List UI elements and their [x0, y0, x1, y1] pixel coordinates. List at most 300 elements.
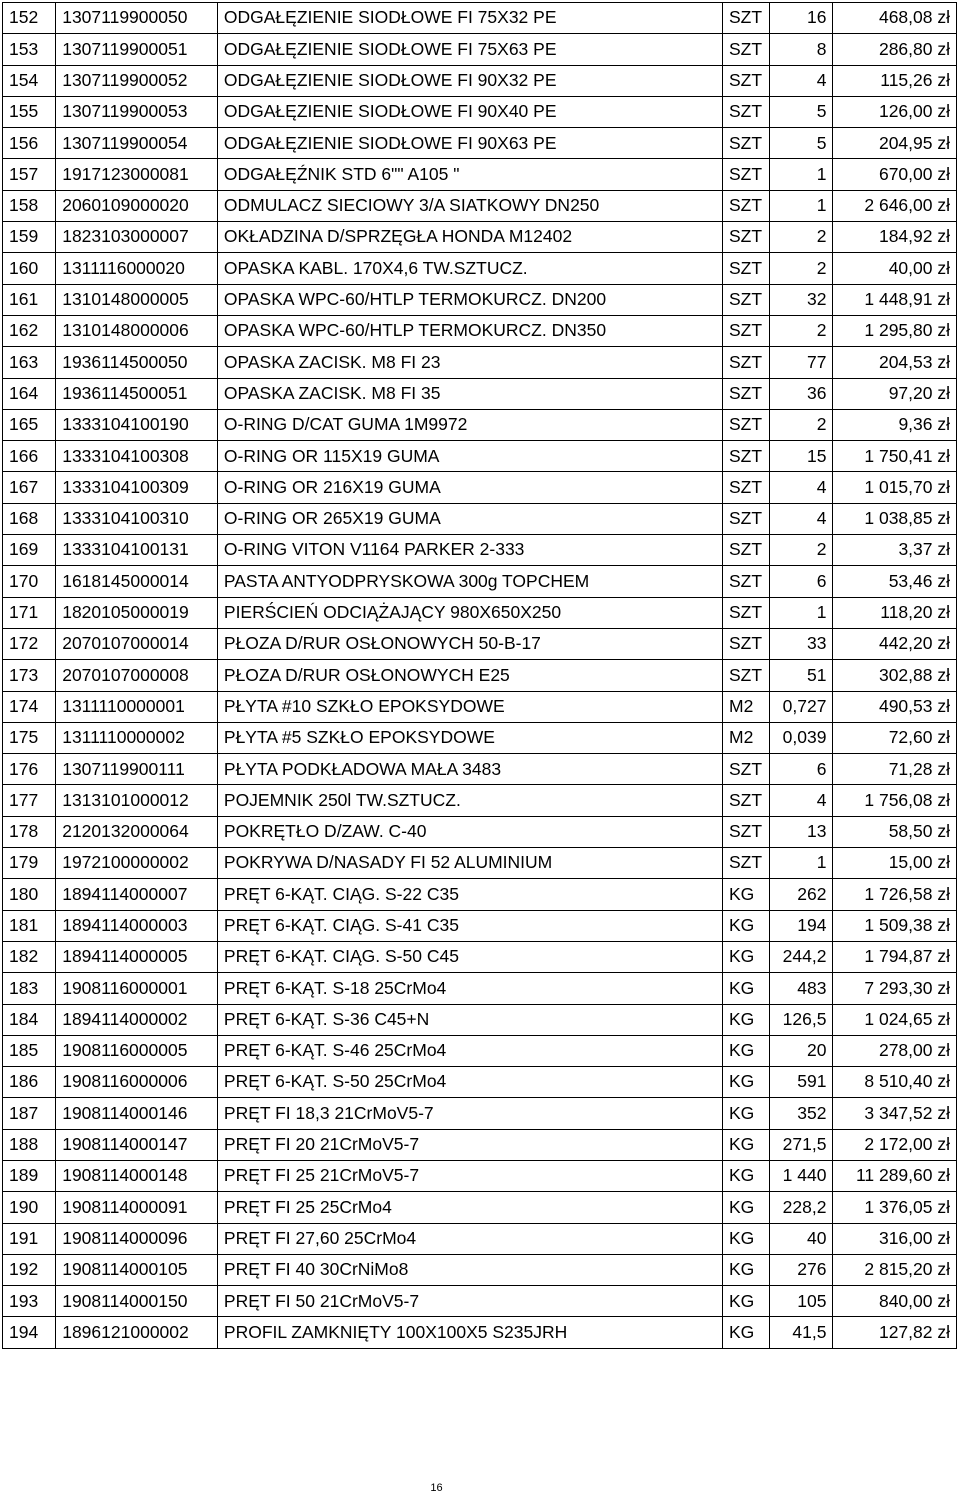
unit-cell: SZT [723, 190, 770, 221]
row-number-cell: 163 [3, 347, 56, 378]
item-name-cell: PRĘT 6-KĄT. S-46 25CrMo4 [217, 1035, 722, 1066]
row-number-cell: 172 [3, 628, 56, 659]
item-name-cell: PRĘT 6-KĄT. CIĄG. S-41 C35 [217, 910, 722, 941]
item-index-cell: 1307119900054 [56, 128, 218, 159]
item-index-cell: 1908114000146 [56, 1098, 218, 1129]
table-row [3, 128, 957, 159]
value-cell: 1 794,87 zł [833, 941, 957, 972]
quantity-cell: 0,727 [770, 691, 833, 722]
quantity-cell: 13 [770, 816, 833, 847]
item-index-cell: 1311110000001 [56, 691, 218, 722]
item-index-cell: 1307119900050 [56, 3, 218, 34]
item-index-cell: 1908114000150 [56, 1286, 218, 1317]
quantity-cell: 4 [770, 785, 833, 816]
item-index-cell: 1311110000002 [56, 722, 218, 753]
table-row [3, 378, 957, 409]
unit-cell: KG [723, 910, 770, 941]
table-row [3, 535, 957, 566]
value-cell: 468,08 zł [833, 3, 957, 34]
unit-cell: SZT [723, 785, 770, 816]
table-row [3, 722, 957, 753]
value-cell: 2 815,20 zł [833, 1254, 957, 1285]
quantity-cell: 40 [770, 1223, 833, 1254]
value-cell: 115,26 zł [833, 65, 957, 96]
value-cell: 1 509,38 zł [833, 910, 957, 941]
value-cell: 2 172,00 zł [833, 1129, 957, 1160]
unit-cell: SZT [723, 128, 770, 159]
row-number-cell: 169 [3, 535, 56, 566]
table-row [3, 816, 957, 847]
item-index-cell: 1894114000005 [56, 941, 218, 972]
item-name-cell: PRĘT FI 25 21CrMoV5-7 [217, 1160, 722, 1191]
item-name-cell: ODMULACZ SIECIOWY 3/A SIATKOWY DN250 [217, 190, 722, 221]
item-name-cell: PŁYTA PODKŁADOWA MAŁA 3483 [217, 754, 722, 785]
item-name-cell: ODGAŁĘZIENIE SIODŁOWE FI 75X32 PE [217, 3, 722, 34]
item-index-cell: 2060109000020 [56, 190, 218, 221]
item-index-cell: 1333104100309 [56, 472, 218, 503]
unit-cell: KG [723, 1004, 770, 1035]
row-number-cell: 187 [3, 1098, 56, 1129]
row-number-cell: 171 [3, 597, 56, 628]
table-row [3, 691, 957, 722]
unit-cell: SZT [723, 65, 770, 96]
quantity-cell: 352 [770, 1098, 833, 1129]
item-name-cell: ODGAŁĘŹNIK STD 6"" A105 " [217, 159, 722, 190]
unit-cell: SZT [723, 409, 770, 440]
unit-cell: SZT [723, 566, 770, 597]
table-row [3, 253, 957, 284]
quantity-cell: 1 [770, 848, 833, 879]
row-number-cell: 183 [3, 973, 56, 1004]
table-row [3, 848, 957, 879]
item-name-cell: OKŁADZINA D/SPRZĘGŁA HONDA M12402 [217, 222, 722, 253]
table-row [3, 660, 957, 691]
item-name-cell: ODGAŁĘZIENIE SIODŁOWE FI 90X40 PE [217, 96, 722, 127]
value-cell: 442,20 zł [833, 628, 957, 659]
item-name-cell: PRĘT 6-KĄT. S-36 C45+N [217, 1004, 722, 1035]
value-cell: 670,00 zł [833, 159, 957, 190]
item-name-cell: ODGAŁĘZIENIE SIODŁOWE FI 90X63 PE [217, 128, 722, 159]
row-number-cell: 188 [3, 1129, 56, 1160]
row-number-cell: 154 [3, 65, 56, 96]
value-cell: 1 295,80 zł [833, 315, 957, 346]
quantity-cell: 483 [770, 973, 833, 1004]
unit-cell: SZT [723, 535, 770, 566]
row-number-cell: 164 [3, 378, 56, 409]
table-row [3, 1192, 957, 1223]
item-name-cell: ODGAŁĘZIENIE SIODŁOWE FI 75X63 PE [217, 34, 722, 65]
inventory-table [2, 2, 957, 1349]
table-row [3, 96, 957, 127]
quantity-cell: 15 [770, 441, 833, 472]
quantity-cell: 1 [770, 597, 833, 628]
inventory-table-wrapper [2, 2, 957, 1349]
unit-cell: KG [723, 1192, 770, 1223]
quantity-cell: 41,5 [770, 1317, 833, 1348]
value-cell: 316,00 zł [833, 1223, 957, 1254]
item-index-cell: 2070107000014 [56, 628, 218, 659]
table-row [3, 1098, 957, 1129]
value-cell: 1 448,91 zł [833, 284, 957, 315]
item-name-cell: OPASKA ZACISK. M8 FI 23 [217, 347, 722, 378]
table-row [3, 503, 957, 534]
table-row [3, 597, 957, 628]
item-index-cell: 1936114500051 [56, 378, 218, 409]
quantity-cell: 126,5 [770, 1004, 833, 1035]
unit-cell: KG [723, 1035, 770, 1066]
quantity-cell: 1 [770, 159, 833, 190]
value-cell: 840,00 zł [833, 1286, 957, 1317]
inventory-table-body [3, 3, 957, 1349]
row-number-cell: 173 [3, 660, 56, 691]
row-number-cell: 177 [3, 785, 56, 816]
table-row [3, 315, 957, 346]
item-name-cell: OPASKA WPC-60/HTLP TERMOKURCZ. DN350 [217, 315, 722, 346]
unit-cell: SZT [723, 159, 770, 190]
row-number-cell: 160 [3, 253, 56, 284]
unit-cell: SZT [723, 597, 770, 628]
row-number-cell: 175 [3, 722, 56, 753]
item-name-cell: O-RING VITON V1164 PARKER 2-333 [217, 535, 722, 566]
value-cell: 71,28 zł [833, 754, 957, 785]
row-number-cell: 192 [3, 1254, 56, 1285]
table-row [3, 472, 957, 503]
unit-cell: SZT [723, 284, 770, 315]
row-number-cell: 181 [3, 910, 56, 941]
value-cell: 204,95 zł [833, 128, 957, 159]
quantity-cell: 5 [770, 128, 833, 159]
unit-cell: SZT [723, 816, 770, 847]
table-row [3, 910, 957, 941]
table-row [3, 1004, 957, 1035]
value-cell: 286,80 zł [833, 34, 957, 65]
quantity-cell: 591 [770, 1067, 833, 1098]
unit-cell: SZT [723, 378, 770, 409]
quantity-cell: 6 [770, 754, 833, 785]
table-row [3, 1254, 957, 1285]
unit-cell: M2 [723, 722, 770, 753]
value-cell: 126,00 zł [833, 96, 957, 127]
item-index-cell: 1307119900111 [56, 754, 218, 785]
row-number-cell: 152 [3, 3, 56, 34]
item-name-cell: POJEMNIK 250l TW.SZTUCZ. [217, 785, 722, 816]
row-number-cell: 168 [3, 503, 56, 534]
item-index-cell: 1972100000002 [56, 848, 218, 879]
row-number-cell: 167 [3, 472, 56, 503]
quantity-cell: 271,5 [770, 1129, 833, 1160]
item-name-cell: O-RING D/CAT GUMA 1M9972 [217, 409, 722, 440]
item-index-cell: 1823103000007 [56, 222, 218, 253]
unit-cell: KG [723, 1129, 770, 1160]
row-number-cell: 179 [3, 848, 56, 879]
unit-cell: SZT [723, 222, 770, 253]
table-row [3, 347, 957, 378]
value-cell: 53,46 zł [833, 566, 957, 597]
item-index-cell: 1896121000002 [56, 1317, 218, 1348]
value-cell: 1 726,58 zł [833, 879, 957, 910]
value-cell: 7 293,30 zł [833, 973, 957, 1004]
quantity-cell: 4 [770, 65, 833, 96]
row-number-cell: 178 [3, 816, 56, 847]
row-number-cell: 174 [3, 691, 56, 722]
unit-cell: SZT [723, 315, 770, 346]
row-number-cell: 191 [3, 1223, 56, 1254]
item-name-cell: O-RING OR 216X19 GUMA [217, 472, 722, 503]
item-name-cell: PRĘT 6-KĄT. S-18 25CrMo4 [217, 973, 722, 1004]
item-index-cell: 1894114000002 [56, 1004, 218, 1035]
unit-cell: KG [723, 879, 770, 910]
unit-cell: KG [723, 1067, 770, 1098]
unit-cell: SZT [723, 34, 770, 65]
row-number-cell: 170 [3, 566, 56, 597]
table-row [3, 159, 957, 190]
unit-cell: SZT [723, 3, 770, 34]
row-number-cell: 161 [3, 284, 56, 315]
item-index-cell: 1908114000096 [56, 1223, 218, 1254]
unit-cell: SZT [723, 253, 770, 284]
item-name-cell: PIERŚCIEŃ ODCIĄŻAJĄCY 980X650X250 [217, 597, 722, 628]
item-name-cell: O-RING OR 265X19 GUMA [217, 503, 722, 534]
value-cell: 8 510,40 zł [833, 1067, 957, 1098]
quantity-cell: 244,2 [770, 941, 833, 972]
table-row [3, 284, 957, 315]
row-number-cell: 156 [3, 128, 56, 159]
quantity-cell: 5 [770, 96, 833, 127]
row-number-cell: 186 [3, 1067, 56, 1098]
value-cell: 1 756,08 zł [833, 785, 957, 816]
value-cell: 3 347,52 zł [833, 1098, 957, 1129]
unit-cell: KG [723, 1098, 770, 1129]
item-index-cell: 1908116000005 [56, 1035, 218, 1066]
item-name-cell: OPASKA KABL. 170X4,6 TW.SZTUCZ. [217, 253, 722, 284]
value-cell: 3,37 zł [833, 535, 957, 566]
item-index-cell: 1333104100308 [56, 441, 218, 472]
table-row [3, 190, 957, 221]
item-name-cell: PŁOZA D/RUR OSŁONOWYCH 50-B-17 [217, 628, 722, 659]
unit-cell: SZT [723, 441, 770, 472]
unit-cell: KG [723, 1254, 770, 1285]
quantity-cell: 51 [770, 660, 833, 691]
unit-cell: SZT [723, 96, 770, 127]
unit-cell: KG [723, 1317, 770, 1348]
item-name-cell: PRĘT FI 20 21CrMoV5-7 [217, 1129, 722, 1160]
item-name-cell: ODGAŁĘZIENIE SIODŁOWE FI 90X32 PE [217, 65, 722, 96]
table-row [3, 222, 957, 253]
quantity-cell: 77 [770, 347, 833, 378]
row-number-cell: 159 [3, 222, 56, 253]
table-row [3, 409, 957, 440]
value-cell: 127,82 zł [833, 1317, 957, 1348]
item-index-cell: 1313101000012 [56, 785, 218, 816]
item-name-cell: PRĘT FI 40 30CrNiMo8 [217, 1254, 722, 1285]
table-row [3, 1035, 957, 1066]
value-cell: 58,50 zł [833, 816, 957, 847]
row-number-cell: 157 [3, 159, 56, 190]
quantity-cell: 6 [770, 566, 833, 597]
table-row [3, 441, 957, 472]
item-name-cell: OPASKA WPC-60/HTLP TERMOKURCZ. DN200 [217, 284, 722, 315]
row-number-cell: 180 [3, 879, 56, 910]
table-row [3, 879, 957, 910]
value-cell: 1 024,65 zł [833, 1004, 957, 1035]
unit-cell: M2 [723, 691, 770, 722]
item-index-cell: 1908116000006 [56, 1067, 218, 1098]
quantity-cell: 16 [770, 3, 833, 34]
item-name-cell: PRĘT FI 50 21CrMoV5-7 [217, 1286, 722, 1317]
table-row [3, 941, 957, 972]
row-number-cell: 162 [3, 315, 56, 346]
item-index-cell: 2120132000064 [56, 816, 218, 847]
row-number-cell: 176 [3, 754, 56, 785]
row-number-cell: 184 [3, 1004, 56, 1035]
table-row [3, 785, 957, 816]
row-number-cell: 194 [3, 1317, 56, 1348]
value-cell: 97,20 zł [833, 378, 957, 409]
item-name-cell: POKRĘTŁO D/ZAW. C-40 [217, 816, 722, 847]
unit-cell: SZT [723, 628, 770, 659]
unit-cell: SZT [723, 503, 770, 534]
quantity-cell: 2 [770, 535, 833, 566]
unit-cell: SZT [723, 848, 770, 879]
item-index-cell: 1310148000005 [56, 284, 218, 315]
row-number-cell: 158 [3, 190, 56, 221]
row-number-cell: 193 [3, 1286, 56, 1317]
item-name-cell: OPASKA ZACISK. M8 FI 35 [217, 378, 722, 409]
quantity-cell: 2 [770, 253, 833, 284]
table-row [3, 566, 957, 597]
item-index-cell: 1307119900051 [56, 34, 218, 65]
item-name-cell: PŁYTA #5 SZKŁO EPOKSYDOWE [217, 722, 722, 753]
table-row [3, 1129, 957, 1160]
quantity-cell: 33 [770, 628, 833, 659]
table-row [3, 65, 957, 96]
table-row [3, 973, 957, 1004]
row-number-cell: 185 [3, 1035, 56, 1066]
table-row [3, 1067, 957, 1098]
value-cell: 11 289,60 zł [833, 1160, 957, 1191]
quantity-cell: 262 [770, 879, 833, 910]
quantity-cell: 8 [770, 34, 833, 65]
item-name-cell: O-RING OR 115X19 GUMA [217, 441, 722, 472]
unit-cell: SZT [723, 472, 770, 503]
item-index-cell: 1936114500050 [56, 347, 218, 378]
quantity-cell: 20 [770, 1035, 833, 1066]
table-row [3, 3, 957, 34]
value-cell: 1 038,85 zł [833, 503, 957, 534]
quantity-cell: 36 [770, 378, 833, 409]
unit-cell: KG [723, 973, 770, 1004]
unit-cell: KG [723, 941, 770, 972]
table-row [3, 1317, 957, 1348]
item-index-cell: 1908114000091 [56, 1192, 218, 1223]
item-name-cell: PASTA ANTYODPRYSKOWA 300g TOPCHEM [217, 566, 722, 597]
item-index-cell: 1618145000014 [56, 566, 218, 597]
value-cell: 302,88 zł [833, 660, 957, 691]
item-index-cell: 1908114000148 [56, 1160, 218, 1191]
item-name-cell: PRĘT FI 18,3 21CrMoV5-7 [217, 1098, 722, 1129]
item-index-cell: 1917123000081 [56, 159, 218, 190]
unit-cell: KG [723, 1160, 770, 1191]
table-row [3, 1286, 957, 1317]
quantity-cell: 0,039 [770, 722, 833, 753]
quantity-cell: 1 [770, 190, 833, 221]
table-row [3, 628, 957, 659]
item-index-cell: 1307119900052 [56, 65, 218, 96]
row-number-cell: 182 [3, 941, 56, 972]
item-name-cell: POKRYWA D/NASADY FI 52 ALUMINIUM [217, 848, 722, 879]
row-number-cell: 153 [3, 34, 56, 65]
row-number-cell: 166 [3, 441, 56, 472]
quantity-cell: 32 [770, 284, 833, 315]
item-name-cell: PRĘT FI 25 25CrMo4 [217, 1192, 722, 1223]
value-cell: 9,36 zł [833, 409, 957, 440]
quantity-cell: 2 [770, 409, 833, 440]
quantity-cell: 194 [770, 910, 833, 941]
row-number-cell: 165 [3, 409, 56, 440]
value-cell: 278,00 zł [833, 1035, 957, 1066]
value-cell: 490,53 zł [833, 691, 957, 722]
page-number: 16 [430, 1482, 443, 1494]
item-name-cell: PŁOZA D/RUR OSŁONOWYCH E25 [217, 660, 722, 691]
value-cell: 184,92 zł [833, 222, 957, 253]
item-index-cell: 2070107000008 [56, 660, 218, 691]
value-cell: 1 015,70 zł [833, 472, 957, 503]
unit-cell: SZT [723, 754, 770, 785]
item-index-cell: 1333104100190 [56, 409, 218, 440]
unit-cell: KG [723, 1223, 770, 1254]
unit-cell: KG [723, 1286, 770, 1317]
quantity-cell: 2 [770, 222, 833, 253]
quantity-cell: 105 [770, 1286, 833, 1317]
item-name-cell: PŁYTA #10 SZKŁO EPOKSYDOWE [217, 691, 722, 722]
value-cell: 118,20 zł [833, 597, 957, 628]
quantity-cell: 1 440 [770, 1160, 833, 1191]
value-cell: 15,00 zł [833, 848, 957, 879]
quantity-cell: 228,2 [770, 1192, 833, 1223]
value-cell: 40,00 zł [833, 253, 957, 284]
quantity-cell: 4 [770, 472, 833, 503]
item-index-cell: 1820105000019 [56, 597, 218, 628]
item-name-cell: PRĘT FI 27,60 25CrMo4 [217, 1223, 722, 1254]
item-index-cell: 1908114000147 [56, 1129, 218, 1160]
item-name-cell: PROFIL ZAMKNIĘTY 100X100X5 S235JRH [217, 1317, 722, 1348]
table-row [3, 1160, 957, 1191]
item-name-cell: PRĘT 6-KĄT. S-50 25CrMo4 [217, 1067, 722, 1098]
quantity-cell: 4 [770, 503, 833, 534]
item-index-cell: 1894114000007 [56, 879, 218, 910]
table-row [3, 34, 957, 65]
item-index-cell: 1894114000003 [56, 910, 218, 941]
unit-cell: SZT [723, 660, 770, 691]
value-cell: 1 750,41 zł [833, 441, 957, 472]
quantity-cell: 276 [770, 1254, 833, 1285]
item-index-cell: 1311116000020 [56, 253, 218, 284]
item-index-cell: 1310148000006 [56, 315, 218, 346]
value-cell: 204,53 zł [833, 347, 957, 378]
unit-cell: SZT [723, 347, 770, 378]
quantity-cell: 2 [770, 315, 833, 346]
row-number-cell: 190 [3, 1192, 56, 1223]
item-index-cell: 1908116000001 [56, 973, 218, 1004]
item-index-cell: 1333104100310 [56, 503, 218, 534]
item-index-cell: 1333104100131 [56, 535, 218, 566]
table-row [3, 754, 957, 785]
item-index-cell: 1307119900053 [56, 96, 218, 127]
item-index-cell: 1908114000105 [56, 1254, 218, 1285]
row-number-cell: 189 [3, 1160, 56, 1191]
row-number-cell: 155 [3, 96, 56, 127]
item-name-cell: PRĘT 6-KĄT. CIĄG. S-22 C35 [217, 879, 722, 910]
